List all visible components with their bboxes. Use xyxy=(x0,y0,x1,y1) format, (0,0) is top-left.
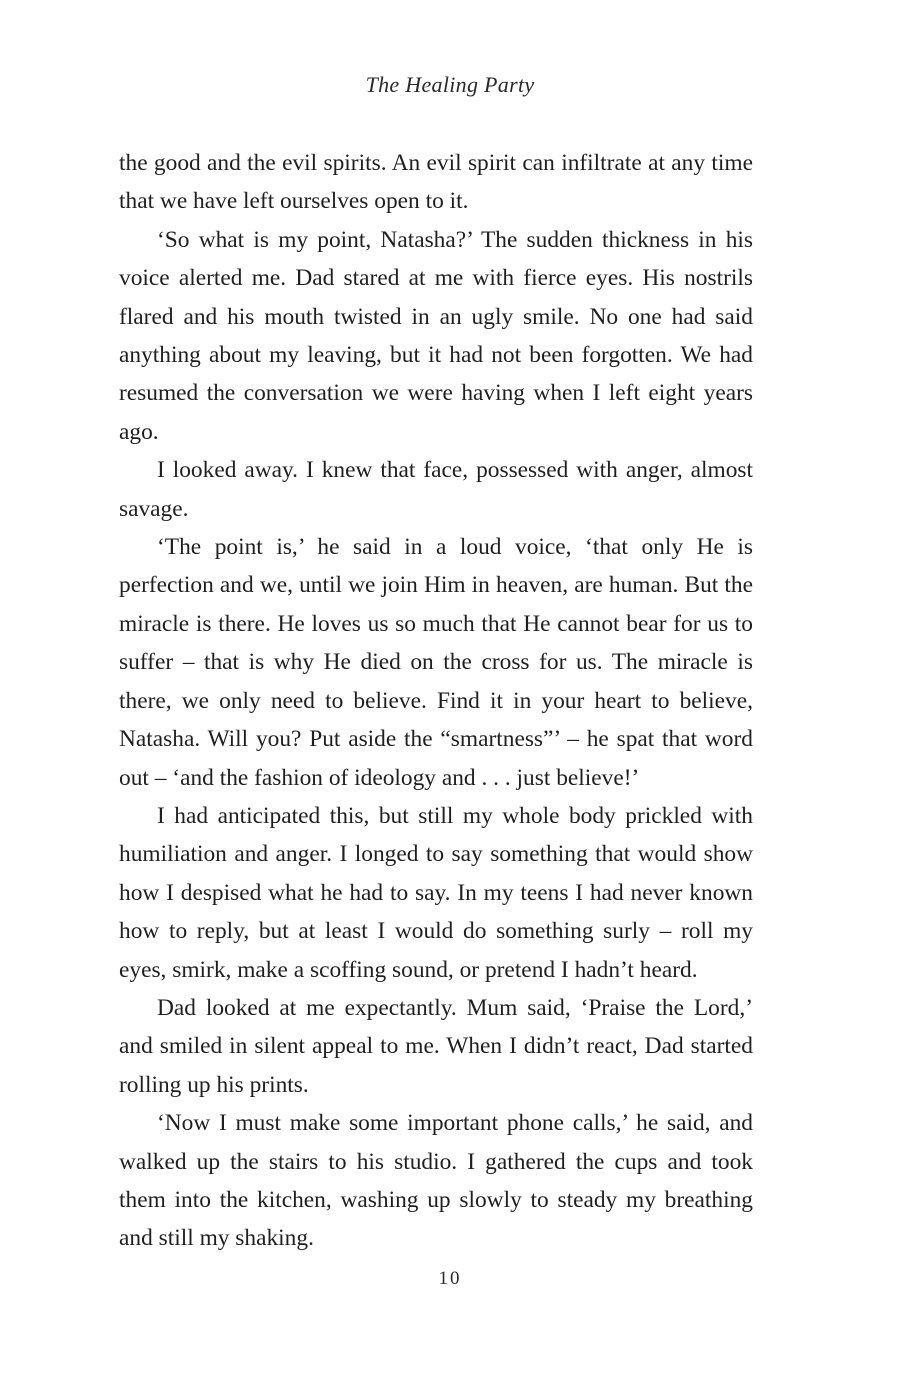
paragraph: I had anticipated this, but still my whole body prickled with humiliation and anger. I longed to say something that would show how I despised what he had to say. In my teens I had never known how to reply, but at least I would do something surly – roll my eyes, smirk, make a scoffing sound, or pretend I hadn’t heard. xyxy=(119,802,753,983)
paragraph: ‘Now I must make some important phone calls,’ he said, and walked up the stairs to his studio. I gathered the cups and took them into the kitchen, washing up slowly to steady my breathing and still my shaking. xyxy=(119,1110,753,1252)
paragraph: Dad looked at me expectantly. Mum said, ‘Praise the Lord,’ and smiled in silent appeal to me. When I didn’t react, Dad started rolling up his prints. xyxy=(119,994,753,1098)
body-text xyxy=(119,144,753,1258)
page-number: 10 xyxy=(438,1268,462,1289)
running-head: The Healing Party xyxy=(365,72,535,97)
paragraph: I looked away. I knew that face, possessed with anger, almost savage. xyxy=(119,457,753,522)
paragraph: ‘So what is my point, Natasha?’ The sudden thickness in his voice alerted me. Dad stared at me with fierce eyes. His nostrils flared and his mouth twisted in an ugly smile. No one had said anything about my leaving, but it had not been forgotten. We had resumed the conversation we were having when I left eight years ago. xyxy=(119,226,753,445)
paragraph-continuation: the good and the evil spirits. An evil spirit can infiltrate at any time that we have left ourselves open to it. xyxy=(119,150,753,215)
paragraph: ‘The point is,’ he said in a loud voice, ‘that only He is perfection and we, until we join Him in heaven, are human. But the miracle is there. He loves us so much that He cannot bear for us to suffer – that is why He died on the cross for us. The miracle is there, we only need to believe. Find it in your heart to believe, Natasha. Will you? Put aside the “smartness”’ – he spat that word out – ‘and the fashion of ideology and . . . just believe!’ xyxy=(119,534,753,791)
